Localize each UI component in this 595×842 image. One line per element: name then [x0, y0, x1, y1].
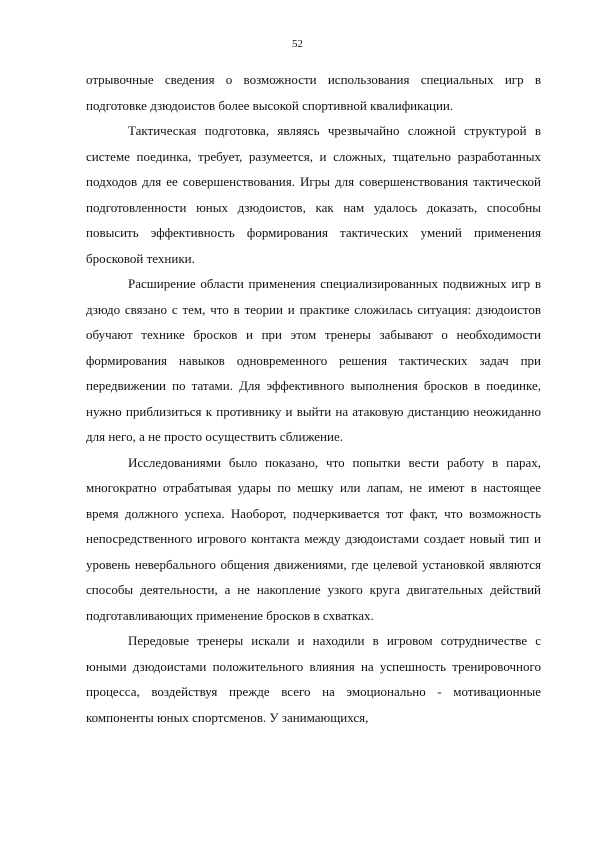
paragraph-1: отрывочные сведения о возможности использования специальных игр в подготовке дзюдоистов более высокой спортивной квалификации.	[86, 72, 541, 113]
paragraph-2: Тактическая подготовка, являясь чрезвычайно сложной структурой в системе поединка, требует, разумеется, и сложных, тщательно разработанных подходов для ее совершенствования. Игры для совершенствования тактической подготовленности юных дзюдоистов, как нам удалось доказать, способны повысить эффективность формирования тактических умений применения бросковой техники.	[86, 123, 541, 266]
page-number: 52	[292, 38, 303, 50]
paragraph-4: Исследованиями было показано, что попытки вести работу в парах, многократно отрабатывая удары по мешку или лапам, не имеют в настоящее время должного успеха. Наоборот, подчеркивается тот факт, что возможность непосредственного игрового контакта между дзюдоистами создает новый тип и уровень невербального общения движениями, где целевой установкой являются способы деятельности, а не накопление узкого круга двигательных действий подготавливающих применение бросков в схватках.	[86, 454, 541, 623]
body-text	[86, 67, 541, 730]
paragraph-3: Расширение области применения специализированных подвижных игр в дзюдо связано с тем, что в теории и практике сложилась ситуация: дзюдоистов обучают технике бросков и при этом тренеры забывают о необходимости формирования навыков одновременного решения тактических задач при передвижении по татами. Для эффективного выполнения бросков в поединке, нужно приблизиться к противнику и выйти на атаковую дистанцию неожиданно для него, а не просто осуществить сближение.	[86, 276, 541, 444]
paragraph-5: Передовые тренеры искали и находили в игровом сотрудничестве с юными дзюдоистами положительного влияния на успешность тренировочного процесса, воздействуя прежде всего на эмоционально - мотивационные компоненты юных спортсменов. У занимающихся,	[86, 633, 541, 725]
